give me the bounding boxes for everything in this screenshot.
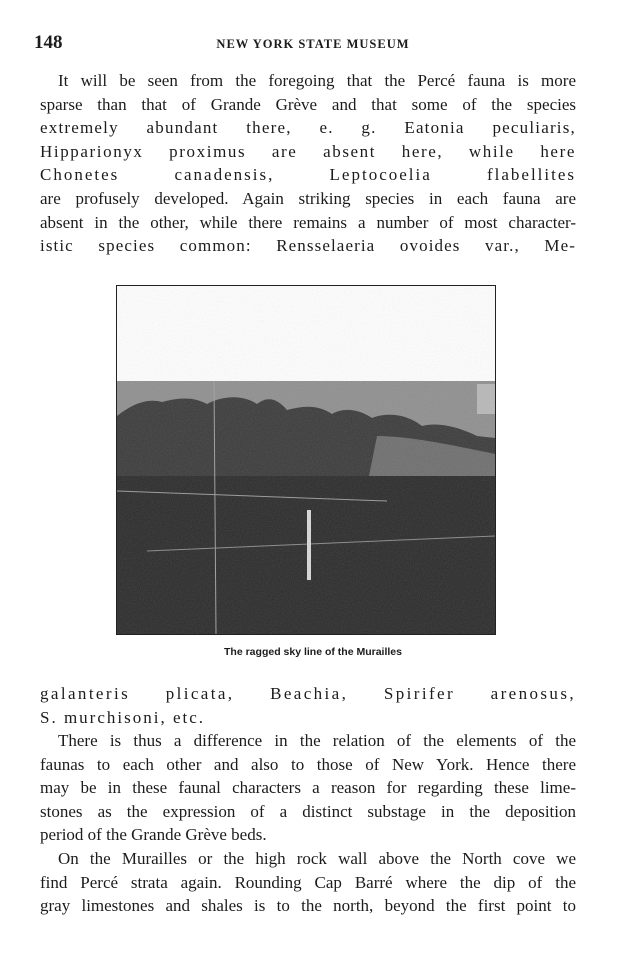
text-line: sparse than that of Grande Grève and that some of the species [40,94,576,114]
text-line: faunas to each other and also to those of New York. Hence there [40,754,576,774]
landscape-image [117,286,495,634]
text-line: are profusely developed. Again striking species in each fauna are [40,188,576,208]
figure-caption: The ragged sky line of the Murailles [224,646,402,658]
text-line: istic species common: Rensselaeria ovoides var., Me- [40,236,576,256]
murailles-photograph [116,285,496,635]
text-line: gray limestones and shales is to the north, beyond the first point to [40,896,576,916]
text-line: galanteris plicata, Beachia, Spirifer arenosus, [40,684,576,703]
paragraph-4 [40,847,576,918]
page-number: 148 [34,32,63,53]
paragraph-1 [40,69,576,258]
text-line: There is thus a difference in the relation of the elements of the [58,731,576,750]
text-line: period of the Grande Grève beds. [40,825,267,845]
text-line: S. murchisoni, etc. [40,707,206,727]
text-line: absent in the other, while there remains a number of most character- [40,212,576,232]
text-line: stones as the expression of a distinct substage in the deposition [40,801,576,821]
text-line: may be in these faunal characters a reason for regarding these lime- [40,778,576,798]
text-line: On the Murailles or the high rock wall above the North cove we [58,849,576,868]
paragraph-3 [40,729,576,847]
running-head: NEW YORK STATE MUSEUM [216,37,410,51]
text-line: It will be seen from the foregoing that the Percé fauna is more [58,71,576,90]
text-line: Hipparionyx proximus are absent here, while here [40,141,576,161]
text-line: Chonetes canadensis, Leptocoelia flabellites [40,165,576,185]
text-line: find Percé strata again. Rounding Cap Barré where the dip of the [40,872,576,892]
text-line: extremely abundant there, e. g. Eatonia peculiaris, [40,118,576,138]
paragraph-2 [40,682,576,729]
